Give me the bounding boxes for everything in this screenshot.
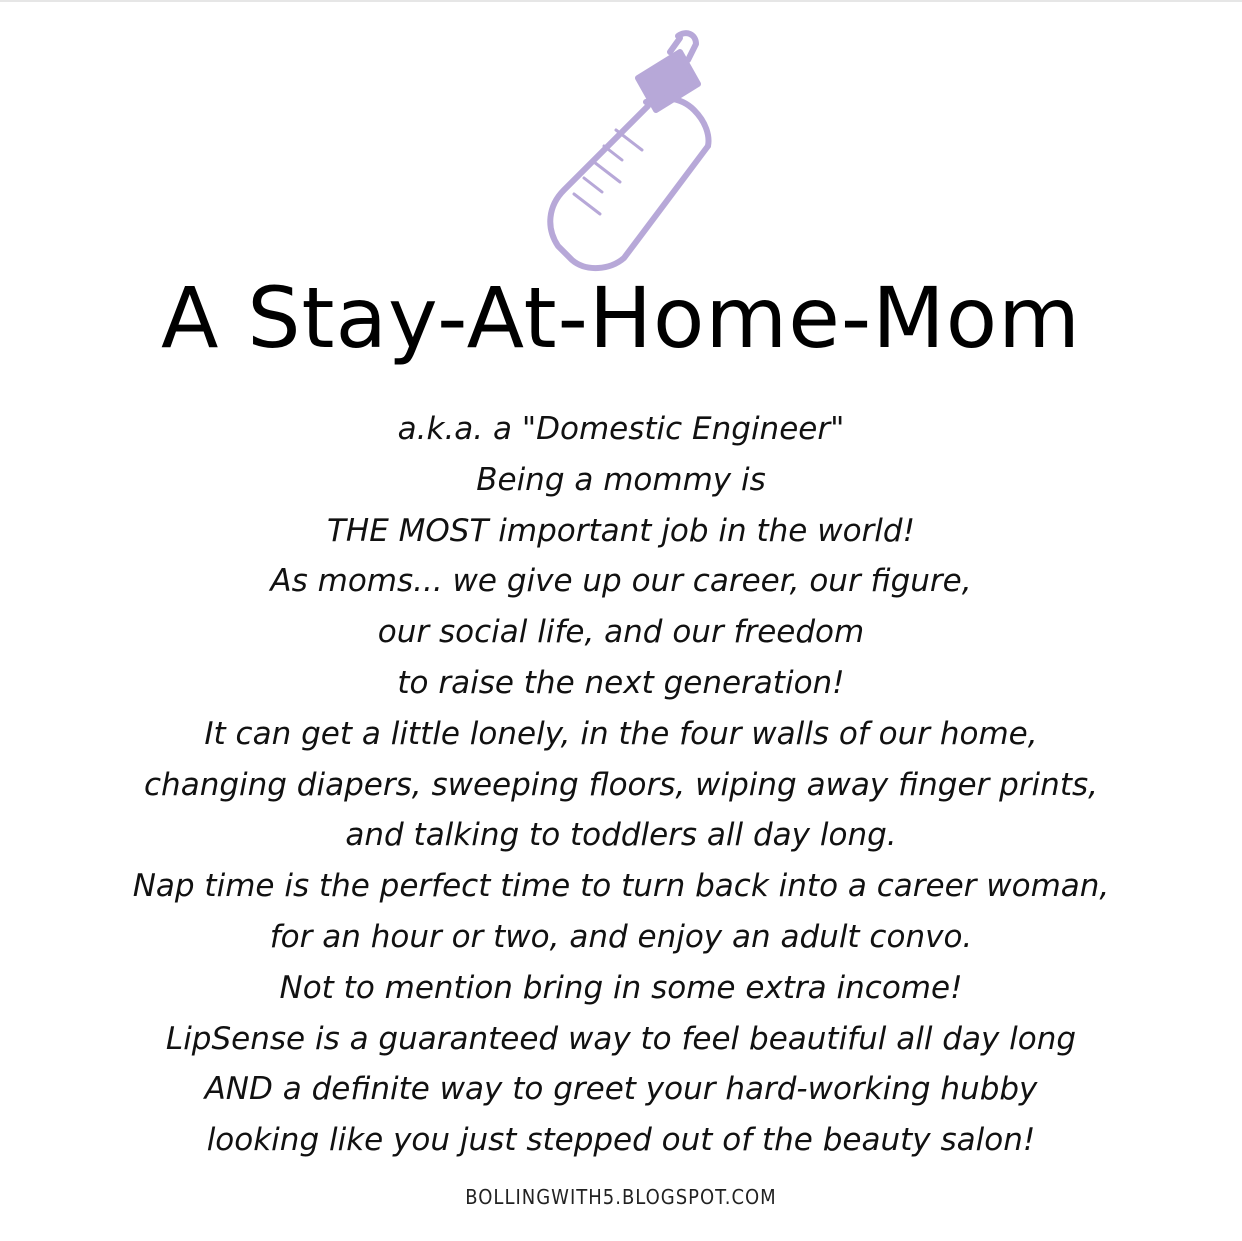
body-line: to raise the next generation! bbox=[397, 664, 845, 701]
source-credit: BOLLINGWITH5.BLOGSPOT.COM bbox=[465, 1185, 777, 1209]
body-line: Nap time is the perfect time to turn back into a career woman, bbox=[132, 868, 1110, 905]
body-line: a.k.a. a "Domestic Engineer" bbox=[397, 411, 845, 447]
body-line: changing diapers, sweeping floors, wiping away finger prints, bbox=[144, 766, 1098, 803]
body-line: As moms... we give up our career, our figure, bbox=[270, 563, 972, 600]
baby-bottle-icon bbox=[530, 22, 720, 282]
body-line: Being a mommy is bbox=[476, 461, 766, 498]
body-line: and talking to toddlers all day long. bbox=[345, 817, 897, 854]
body-line: AND a definite way to greet your hard-working hubby bbox=[204, 1071, 1038, 1108]
top-divider bbox=[0, 0, 1242, 2]
body-line: THE MOST important job in the world! bbox=[326, 512, 916, 549]
page-title: A Stay-At-Home-Mom bbox=[161, 269, 1081, 367]
body-line: Not to mention bring in some extra income! bbox=[279, 969, 963, 1006]
body-line: for an hour or two, and enjoy an adult convo. bbox=[269, 918, 973, 955]
body-line: It can get a little lonely, in the four walls of our home, bbox=[204, 715, 1038, 752]
body-line: LipSense is a guaranteed way to feel beautiful all day long bbox=[165, 1020, 1077, 1057]
poem-body bbox=[0, 404, 1242, 1166]
body-line: our social life, and our freedom bbox=[377, 614, 865, 651]
body-line: looking like you just stepped out of the beauty salon! bbox=[206, 1122, 1036, 1159]
